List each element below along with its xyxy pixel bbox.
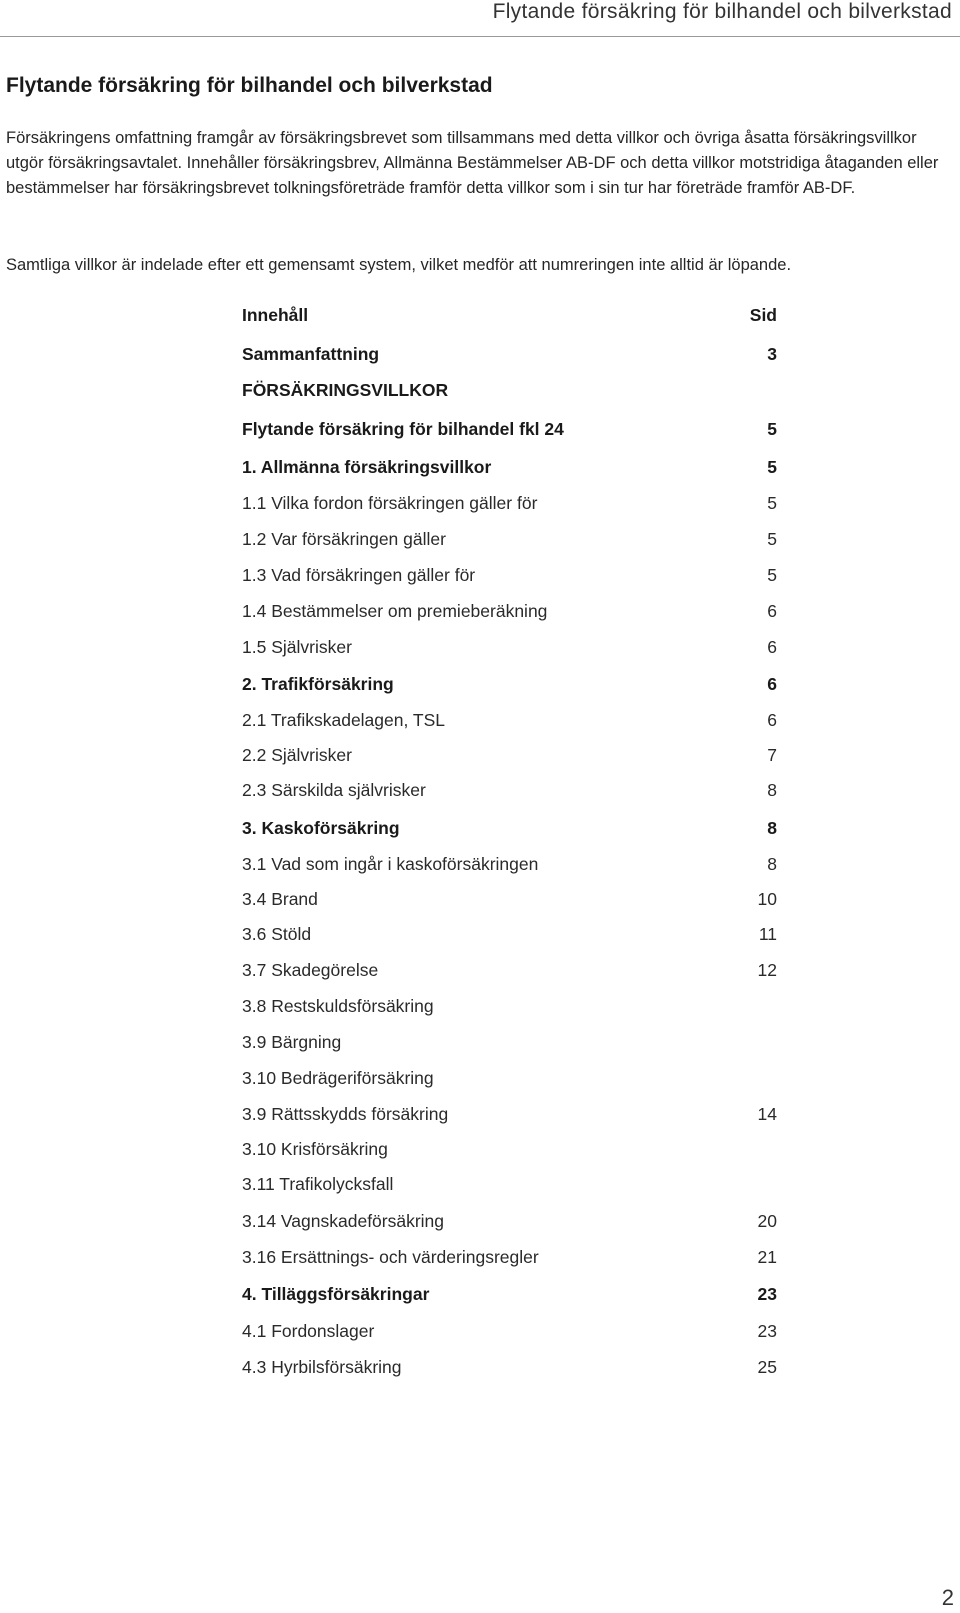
toc-row[interactable] xyxy=(242,742,777,768)
toc-entry-page: 8 xyxy=(767,818,777,838)
toc-entry-label: 3.14 Vagnskadeförsäkring xyxy=(242,1211,445,1231)
toc-entry-label: 4.1 Fordonslager xyxy=(242,1321,375,1341)
toc-entry-label: 2.3 Särskilda självrisker xyxy=(242,780,426,800)
toc-entry-page: 6 xyxy=(767,601,777,621)
toc-page-heading: Sid xyxy=(749,305,777,325)
table-of-contents xyxy=(242,0,777,1613)
toc-row[interactable] xyxy=(242,1208,777,1234)
toc-row[interactable] xyxy=(242,454,777,480)
toc-row[interactable] xyxy=(242,993,777,1019)
toc-row[interactable] xyxy=(242,777,777,803)
toc-entry-label: 1.1 Vilka fordon försäkringen gäller för xyxy=(242,493,538,513)
toc-entry-page: 20 xyxy=(757,1211,777,1231)
toc-entry-label: 3.9 Bärgning xyxy=(242,1032,342,1052)
toc-entry-label: 1.5 Självrisker xyxy=(242,637,352,657)
toc-entry-page: 5 xyxy=(767,457,777,477)
toc-row[interactable] xyxy=(242,1136,777,1162)
toc-row[interactable] xyxy=(242,377,777,403)
toc-row[interactable] xyxy=(242,1318,777,1344)
toc-entry-page: 5 xyxy=(767,565,777,585)
toc-entry-label: 1.3 Vad försäkringen gäller för xyxy=(242,565,476,585)
toc-entry-page: 11 xyxy=(758,924,777,944)
toc-entry-page: 6 xyxy=(767,637,777,657)
toc-row[interactable] xyxy=(242,1101,777,1127)
toc-header-row xyxy=(242,302,777,328)
toc-entry-label: 4.3 Hyrbilsförsäkring xyxy=(242,1357,402,1377)
toc-row[interactable] xyxy=(242,815,777,841)
running-header: Flytande försäkring för bilhandel och bilverkstad xyxy=(492,0,952,23)
toc-entry-label: 3.11 Trafikolycksfall xyxy=(242,1174,394,1194)
toc-entry-page: 7 xyxy=(767,745,777,765)
toc-row[interactable] xyxy=(242,526,777,552)
toc-row[interactable] xyxy=(242,1065,777,1091)
toc-entry-label: 3.9 Rättsskydds försäkring xyxy=(242,1104,449,1124)
page-number: 2 xyxy=(941,1585,954,1610)
toc-entry-label: 3.16 Ersättnings- och värderingsregler xyxy=(242,1247,539,1267)
toc-entry-label: 3.6 Stöld xyxy=(242,924,312,944)
toc-entry-label: 3.10 Krisförsäkring xyxy=(242,1139,388,1159)
toc-entry-label: 1.2 Var försäkringen gäller xyxy=(242,529,446,549)
toc-entry-page: 21 xyxy=(757,1247,777,1267)
toc-row[interactable] xyxy=(242,1354,777,1380)
toc-entry-page: 25 xyxy=(757,1357,777,1377)
toc-entry-page: 23 xyxy=(757,1321,777,1341)
toc-entry-page: 23 xyxy=(757,1284,777,1304)
toc-row[interactable] xyxy=(242,1171,777,1197)
toc-entry-label: 3. Kaskoförsäkring xyxy=(242,818,400,838)
toc-entry-label: 3.1 Vad som ingår i kaskoförsäkringen xyxy=(242,854,539,874)
toc-row[interactable] xyxy=(242,598,777,624)
toc-row[interactable] xyxy=(242,707,777,733)
toc-entry-label: 2.1 Trafikskadelagen, TSL xyxy=(242,710,445,730)
toc-entry-page: 12 xyxy=(757,960,777,980)
toc-entry-label: Sammanfattning xyxy=(242,344,380,364)
toc-heading: Innehåll xyxy=(242,305,309,325)
toc-row[interactable] xyxy=(242,921,777,947)
toc-entry-label: FÖRSÄKRINGSVILLKOR xyxy=(242,380,449,400)
toc-entry-label: Flytande försäkring för bilhandel fkl 24 xyxy=(242,419,564,439)
toc-entry-label: 3.7 Skadegörelse xyxy=(242,960,379,980)
toc-entry-label: 2. Trafikförsäkring xyxy=(242,674,394,694)
toc-row[interactable] xyxy=(242,341,777,367)
toc-entry-label: 3.8 Restskuldsförsäkring xyxy=(242,996,434,1016)
toc-row[interactable] xyxy=(242,1029,777,1055)
toc-entry-label: 2.2 Självrisker xyxy=(242,745,352,765)
toc-row[interactable] xyxy=(242,490,777,516)
toc-row[interactable] xyxy=(242,416,777,442)
intro-paragraph: Försäkringens omfattning framgår av försäkringsbrevet som tillsammans med detta villkor och övriga åsatta försäkringsvillkor utgör försäkringsavtalet. Innehåller försäkringsbrev, Allmänna Bestämmelser AB-DF och detta villkor motstridiga åtaganden eller bestämmelser har försäkringsbrevet tolkningsföreträde framför detta villkor som i sin tur har företräde framför AB-DF. xyxy=(6,129,939,197)
toc-entry-label: 3.10 Bedrägeriförsäkring xyxy=(242,1068,434,1088)
toc-entry-page: 8 xyxy=(767,780,777,800)
toc-row[interactable] xyxy=(242,957,777,983)
toc-row[interactable] xyxy=(242,1244,777,1270)
toc-row[interactable] xyxy=(242,851,777,877)
toc-entry-page: 3 xyxy=(767,344,777,364)
toc-row[interactable] xyxy=(242,671,777,697)
toc-entry-page: 5 xyxy=(767,419,777,439)
toc-entry-page: 6 xyxy=(767,710,777,730)
document-title: Flytande försäkring för bilhandel och bilverkstad xyxy=(6,74,493,97)
toc-entry-page: 5 xyxy=(767,529,777,549)
toc-entry-page: 10 xyxy=(757,889,777,909)
toc-row[interactable] xyxy=(242,886,777,912)
toc-entry-label: 3.4 Brand xyxy=(242,889,318,909)
toc-entry-page: 8 xyxy=(767,854,777,874)
toc-entry-page: 6 xyxy=(767,674,777,694)
toc-entry-label: 1. Allmänna försäkringsvillkor xyxy=(242,457,492,477)
toc-row[interactable] xyxy=(242,634,777,660)
numbering-note: Samtliga villkor är indelade efter ett gemensamt system, vilket medför att numreringen inte alltid är löpande. xyxy=(6,256,792,274)
toc-entry-label: 1.4 Bestämmelser om premieberäkning xyxy=(242,601,548,621)
toc-entry-label: 4. Tilläggsförsäkringar xyxy=(242,1284,430,1304)
toc-entry-page: 5 xyxy=(767,493,777,513)
toc-row[interactable] xyxy=(242,1281,777,1307)
toc-row[interactable] xyxy=(242,562,777,588)
toc-entry-page: 14 xyxy=(757,1104,777,1124)
